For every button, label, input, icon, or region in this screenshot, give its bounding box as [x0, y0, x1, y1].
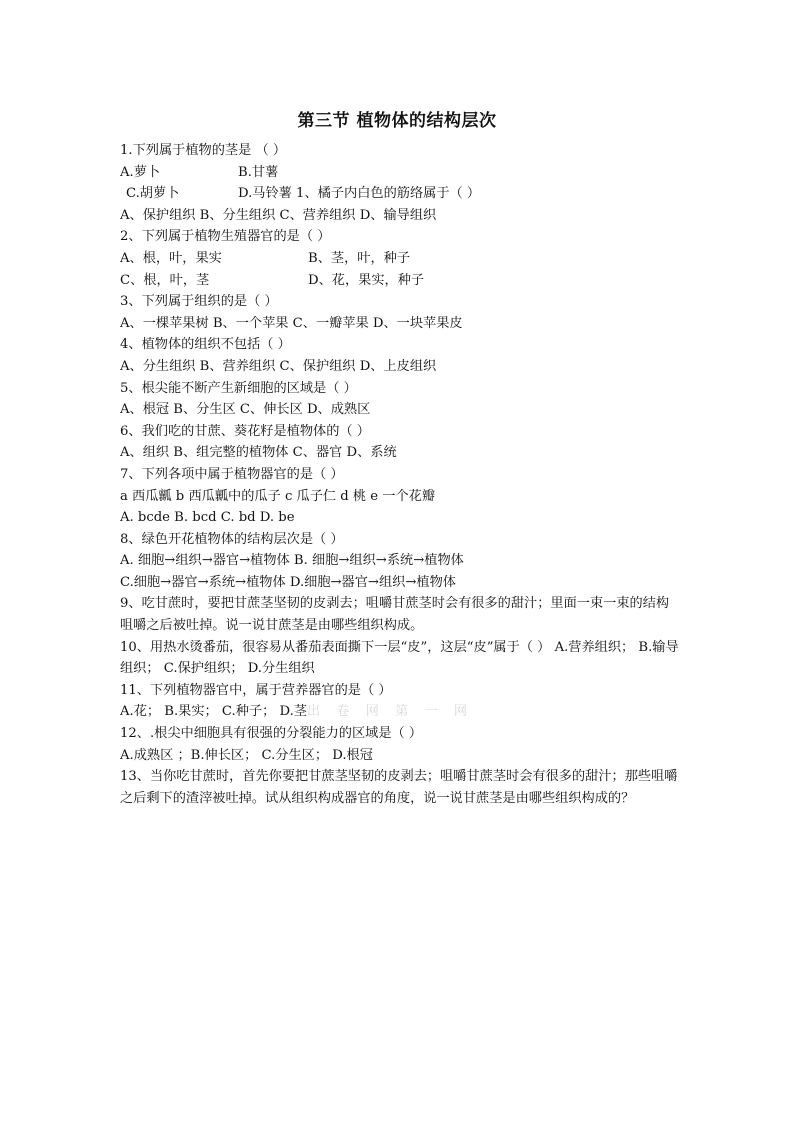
watermark-text: 出 卷 网 第 一 网: [306, 704, 474, 720]
option-d-and-question: D.马铃薯 1、橘子内白色的筋络属于（ ）: [238, 186, 481, 202]
question-11: 11、下列植物器官中，属于营养器官的是（ ）: [120, 682, 392, 698]
question-7: 7、下列各项中属于植物器官的是（ ）: [120, 466, 344, 482]
question-12: 12、.根尖中细胞具有很强的分裂能力的区域是（ ）: [120, 726, 423, 742]
question-2-options-ab: [120, 248, 680, 270]
question-2: 2、下列属于植物生殖器官的是（ ）: [120, 229, 331, 245]
option-a: A.萝卜: [120, 164, 161, 180]
question-11-options: [120, 701, 680, 723]
option-c: C、根，叶，茎: [120, 272, 210, 288]
question-7-items: a 西瓜瓤 b 西瓜瓤中的瓜子 c 瓜子仁 d 桃 e 一个花瓣: [120, 488, 436, 504]
question-1: 1.下列属于植物的茎是 （ ）: [120, 143, 287, 158]
question-7-options: A. bcde B. bcd C. bd D. be: [120, 510, 295, 526]
option-b: B、茎，叶，种子: [308, 250, 411, 266]
option-a: A、根，叶，果实: [120, 250, 222, 266]
question-4-options: A、分生组织 B、营养组织 C、保护组织 D、上皮组织: [120, 358, 437, 374]
question-3: 3、下列属于组织的是（ ）: [120, 294, 278, 310]
question-4: 4、植物体的组织不包括（ ）: [120, 337, 291, 353]
question-list: [120, 140, 680, 809]
question-3-options: A、一棵苹果树 B、一个苹果 C、一瓣苹果 D、一块苹果皮: [120, 315, 463, 331]
question-2-options-cd: [120, 270, 680, 292]
page-title: 第三节 植物体的结构层次: [297, 111, 497, 131]
question-12-options: A.成熟区 ；B.伸长区； C.分生区； D.根冠: [120, 747, 373, 763]
option-d: D、花，果实，种子: [308, 272, 425, 288]
question-1-options-ab: [120, 162, 680, 184]
question-6: 6、我们吃的甘蔗、葵花籽是植物体的（ ）: [120, 423, 370, 439]
question-11-options-text: A.花； B.果实； C.种子； D.茎: [120, 704, 307, 720]
question-9: 9、吃甘蔗时，要把甘蔗茎坚韧的皮剥去；咀嚼甘蔗茎时会有很多的甜汁；里面一束一束的结构咀嚼之后被吐掉。说一说甘蔗茎是由哪些组织构成。: [120, 596, 670, 634]
question-10: 10、用热水烫番茄，很容易从番茄表面撕下一层“皮”，这层“皮”属于（ ） A.营养组织； B.输导组织； C.保护组织； D.分生组织: [120, 639, 679, 677]
question-8: 8、绿色开花植物体的结构层次是（ ）: [120, 531, 344, 547]
question-5-options: A、根冠 B、分生区 C、伸长区 D、成熟区: [120, 402, 371, 418]
options-line: A、保护组织 B、分生组织 C、营养组织 D、输导组织: [120, 207, 437, 223]
question-13: 13、当你吃甘蔗时，首先你要把甘蔗茎坚韧的皮剥去；咀嚼甘蔗茎时会有很多的甜汁；那些咀嚼之后剩下的渣滓被吐掉。试从组织构成器官的角度，说一说甘蔗茎是由哪些组织构成的？: [120, 769, 678, 806]
question-8-options-ab: A. 细胞→组织→器官→植物体 B. 细胞→组织→系统→植物体: [120, 553, 464, 569]
option-b: B.甘薯: [238, 164, 279, 180]
option-c: C.胡萝卜: [126, 186, 180, 202]
question-6-options: A、组织 B、组完整的植物体 C、器官 D、系统: [120, 445, 397, 461]
question-1-options-cd: [120, 183, 680, 205]
question-5: 5、根尖能不断产生新细胞的区域是（ ）: [120, 380, 357, 396]
question-8-options-cd: C.细胞→器官→系统→植物体 D.细胞→器官→组织→植物体: [120, 574, 456, 590]
